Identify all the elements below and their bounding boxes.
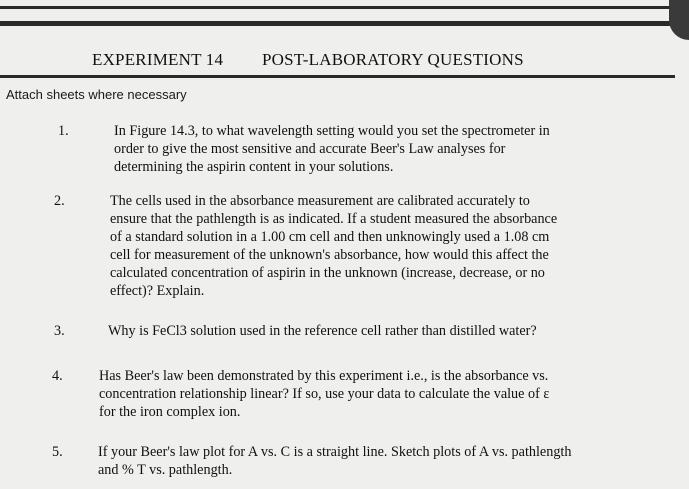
top-rule-thick xyxy=(0,21,672,26)
page-title: POST-LABORATORY QUESTIONS xyxy=(262,50,524,69)
question-number: 5. xyxy=(52,444,63,460)
question-text xyxy=(114,122,674,176)
question-line: effect)? Explain. xyxy=(110,283,205,299)
question-number: 1. xyxy=(58,123,69,139)
question-line: The cells used in the absorbance measurement are calibrated accurately to xyxy=(110,193,530,209)
question-text xyxy=(110,192,674,300)
question-line: of a standard solution in a 1.00 cm cell and then unknowingly used a 1.08 cm xyxy=(110,229,550,245)
question-line: concentration relationship linear? If so, use your data to calculate the value of ε xyxy=(99,386,550,402)
question-line: In Figure 14.3, to what wavelength setting would you set the spectrometer in xyxy=(114,123,550,139)
question-line: and % T vs. pathlength. xyxy=(98,462,233,478)
question-line: order to give the most sensitive and accurate Beer's Law analyses for xyxy=(114,141,506,157)
question-number: 2. xyxy=(54,193,65,209)
top-rule xyxy=(0,6,672,9)
question-line: ensure that the pathlength is as indicated. If a student measured the absorbance xyxy=(110,211,558,227)
question-line: calculated concentration of aspirin in the unknown (increase, decrease, or no xyxy=(110,265,545,281)
question-line: for the iron complex ion. xyxy=(99,404,241,420)
question-line: If your Beer's law plot for A vs. C is a straight line. Sketch plots of A vs. pathlength xyxy=(98,444,572,460)
question-text xyxy=(98,443,683,479)
question-line: determining the aspirin content in your solutions. xyxy=(114,159,394,175)
question-text xyxy=(108,322,678,340)
question-line: Why is FeCl3 solution used in the reference cell rather than distilled water? xyxy=(108,323,537,339)
attach-note: Attach sheets where necessary xyxy=(6,87,187,102)
question-number: 4. xyxy=(52,368,63,384)
header-divider xyxy=(0,75,675,78)
question-line: cell for measurement of the unknown's absorbance, how would this affect the xyxy=(110,247,549,263)
question-text xyxy=(99,367,679,421)
page-corner-shadow xyxy=(669,0,689,40)
question-line: Has Beer's law been demonstrated by this experiment i.e., is the absorbance vs. xyxy=(99,368,549,384)
experiment-label: EXPERIMENT 14 xyxy=(92,50,224,69)
question-number: 3. xyxy=(54,323,65,339)
